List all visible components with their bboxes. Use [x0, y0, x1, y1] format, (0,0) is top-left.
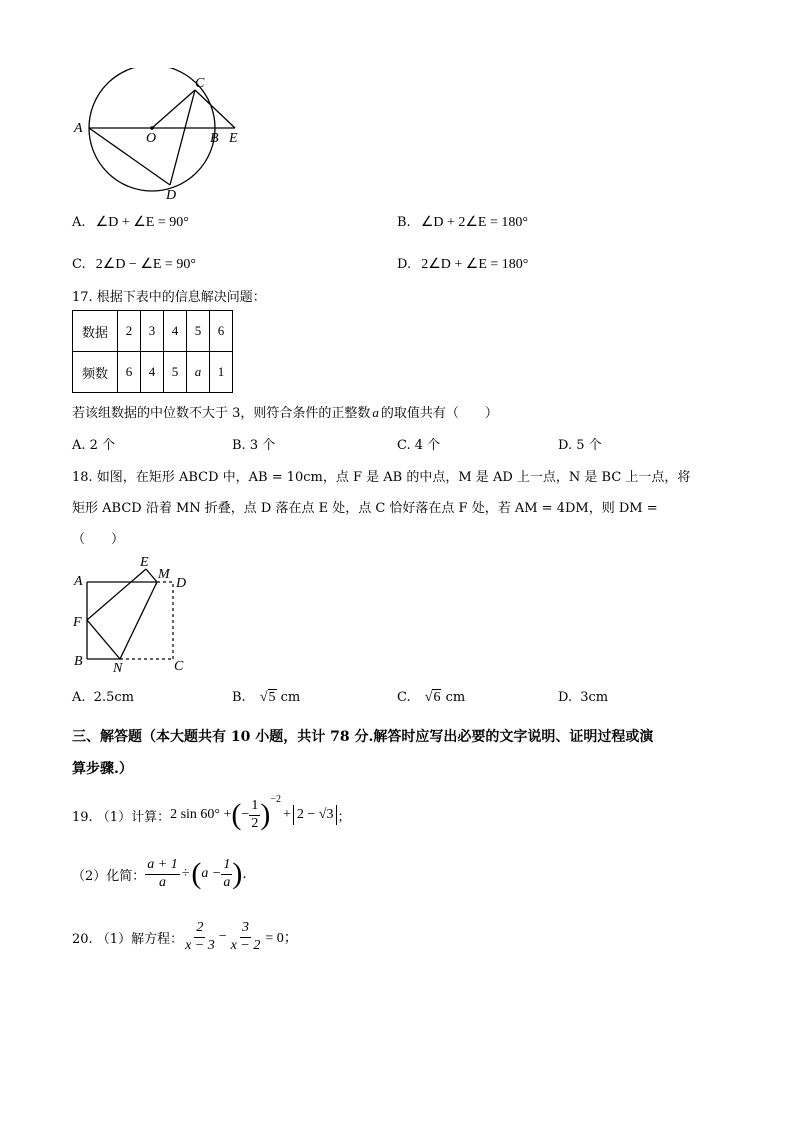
q19-part2-end: .: [242, 866, 247, 882]
q19-part1-exponent: −2: [270, 794, 281, 805]
option-letter: A.: [72, 215, 86, 230]
q18-label-M: M: [158, 567, 170, 582]
option-letter: A.: [72, 690, 86, 705]
q17-question: [72, 402, 498, 421]
sqrt-sign: √5: [259, 690, 276, 705]
q20-fraction-1: [183, 920, 217, 953]
q18-stem-line3: （ ）: [72, 532, 125, 547]
table-row-header: 数据: [73, 311, 118, 352]
right-paren: ): [260, 798, 271, 831]
table-cell: 6: [118, 352, 141, 393]
q18-option-c: [397, 690, 465, 706]
table-row-header: 频数: [73, 352, 118, 393]
option-letter: C.: [397, 690, 411, 705]
q18-label-N: N: [113, 661, 123, 674]
option-unit: cm: [445, 690, 466, 705]
q18-option-d: [558, 690, 608, 705]
q20-part1: [72, 912, 298, 962]
q16-line-AD: [89, 128, 170, 185]
fraction-denominator: a: [223, 874, 231, 890]
table-cell: 5: [187, 311, 210, 352]
fraction-numerator: 3: [240, 920, 251, 937]
q16-label-E: E: [229, 131, 238, 146]
option-expr: ∠D + ∠E = 90°: [95, 215, 189, 230]
q19-part1-label: 19. （1）计算：: [72, 809, 171, 825]
radicand: 6: [433, 690, 441, 705]
table-row: [73, 352, 233, 393]
q16-option-d: [397, 256, 528, 273]
q19-part2-a-minus: a −: [201, 866, 222, 881]
left-paren: (: [191, 857, 202, 890]
q16-figure: [70, 68, 250, 204]
table-cell: 6: [210, 311, 233, 352]
sqrt-sign: √6: [424, 690, 441, 705]
q20-rhs: = 0；: [265, 931, 298, 946]
option-letter: B.: [232, 690, 246, 705]
q16-label-C: C: [195, 76, 205, 91]
left-paren: (: [231, 798, 242, 831]
q16-option-a: [72, 214, 189, 231]
q18-option-b: [232, 690, 300, 706]
q18-label-F: F: [73, 615, 82, 630]
option-expr: ∠D + 2∠E = 180°: [420, 215, 528, 230]
right-paren: ): [232, 857, 243, 890]
option-expr: 2∠D − ∠E = 90°: [95, 257, 196, 272]
fraction-numerator: 1: [221, 857, 232, 874]
q18-edge-EM: [146, 569, 157, 582]
table-cell: 5: [164, 352, 187, 393]
q19-part2: [72, 850, 247, 898]
fraction-numerator: 2: [194, 920, 205, 937]
table-row: [73, 311, 233, 352]
q17-question-pre: 若该组数据的中位数不大于 3，则符合条件的正整数: [72, 406, 371, 421]
table-cell: 2: [118, 311, 141, 352]
q19-part1-end: ；: [337, 809, 351, 825]
option-unit: cm: [280, 690, 301, 705]
q19-part2-inner-fraction: [221, 857, 232, 890]
option-letter: D.: [397, 257, 412, 272]
fraction-numerator: a + 1: [145, 857, 179, 874]
section-heading-line1: 三、解答题（本大题共有 10 小题，共计 78 分.解答时应写出必要的文字说明、证明过程或演: [72, 729, 654, 745]
option-text: 2.5cm: [93, 690, 134, 705]
q17-option-c: C. 4 个: [397, 438, 441, 453]
q16-line-OC: [152, 90, 195, 128]
q18-option-a: [72, 690, 134, 705]
fraction-denominator: x − 2: [230, 937, 261, 953]
q18-edge-FE: [87, 569, 146, 620]
q17-option-b: B. 3 个: [232, 438, 276, 453]
q18-label-E: E: [140, 555, 149, 570]
q19-part2-fraction: [145, 857, 179, 890]
fraction-denominator: 2: [251, 815, 259, 831]
q18-edge-MN: [120, 582, 157, 659]
option-letter: B.: [397, 215, 411, 230]
q20-minus: −: [218, 929, 227, 944]
q17-stem: 17. 根据下表中的信息解决问题：: [72, 290, 266, 305]
q16-line-CD: [170, 90, 195, 185]
q18-stem-line2: 矩形 ABCD 沿着 MN 折叠，点 D 落在点 E 处，点 C 恰好落在点 F 处，若 AM = 4DM，则 DM =: [72, 501, 658, 516]
q19-part1-minus: −: [241, 807, 250, 822]
option-expr: 2∠D + ∠E = 180°: [421, 257, 529, 272]
fraction-denominator: a: [159, 874, 166, 890]
q19-part1-abs-value: 2 − √3: [293, 805, 338, 825]
fraction-numerator: 1: [249, 798, 260, 815]
q16-center-dot: [150, 126, 154, 130]
q18-label-D: D: [176, 576, 187, 591]
q19-part2-divide: ÷: [181, 866, 190, 881]
option-text: 3cm: [580, 690, 609, 705]
q16-label-O: O: [146, 131, 157, 146]
q19-part2-label: （2）化简：: [72, 868, 146, 884]
q16-option-c: [72, 256, 196, 273]
table-cell: 4: [141, 352, 164, 393]
table-cell: a: [187, 352, 210, 393]
q18-label-B: B: [74, 654, 83, 669]
fraction-denominator: x − 3: [185, 937, 215, 953]
q16-label-B: B: [210, 131, 219, 146]
q16-label-D: D: [166, 188, 177, 203]
q18-figure: [70, 552, 200, 674]
q17-question-post: 的取值共有（ ）: [380, 406, 498, 421]
q20-fraction-2: [229, 920, 263, 953]
section-heading-line2: 算步骤.）: [72, 761, 133, 777]
q18-label-A: A: [74, 574, 83, 589]
q19-part1: [72, 790, 350, 840]
table-cell: 1: [210, 352, 233, 393]
radicand: 5: [268, 690, 276, 705]
option-letter: D.: [558, 690, 573, 705]
q18-edge-FN: [87, 620, 120, 659]
q19-part1-fraction: [249, 798, 260, 831]
q17-question-var: a: [372, 405, 379, 420]
q19-part1-sin-term: 2 sin 60° +: [170, 807, 232, 822]
q18-label-C: C: [174, 659, 184, 674]
q20-label: 20. （1）解方程：: [72, 931, 184, 947]
q17-option-a: A. 2 个: [72, 438, 116, 453]
q18-stem-line1: 18. 如图，在矩形 ABCD 中，AB = 10cm，点 F 是 AB 的中点，M 是 AD 上一点，N 是 BC 上一点，将: [72, 470, 691, 485]
q16-option-b: [397, 214, 528, 231]
q16-label-A: A: [74, 121, 83, 136]
q17-option-d: D. 5 个: [558, 438, 602, 453]
table-cell: 4: [164, 311, 187, 352]
q17-frequency-table: [72, 310, 233, 393]
option-letter: C.: [72, 257, 86, 272]
table-cell: 3: [141, 311, 164, 352]
q19-part1-plus: +: [282, 807, 291, 822]
